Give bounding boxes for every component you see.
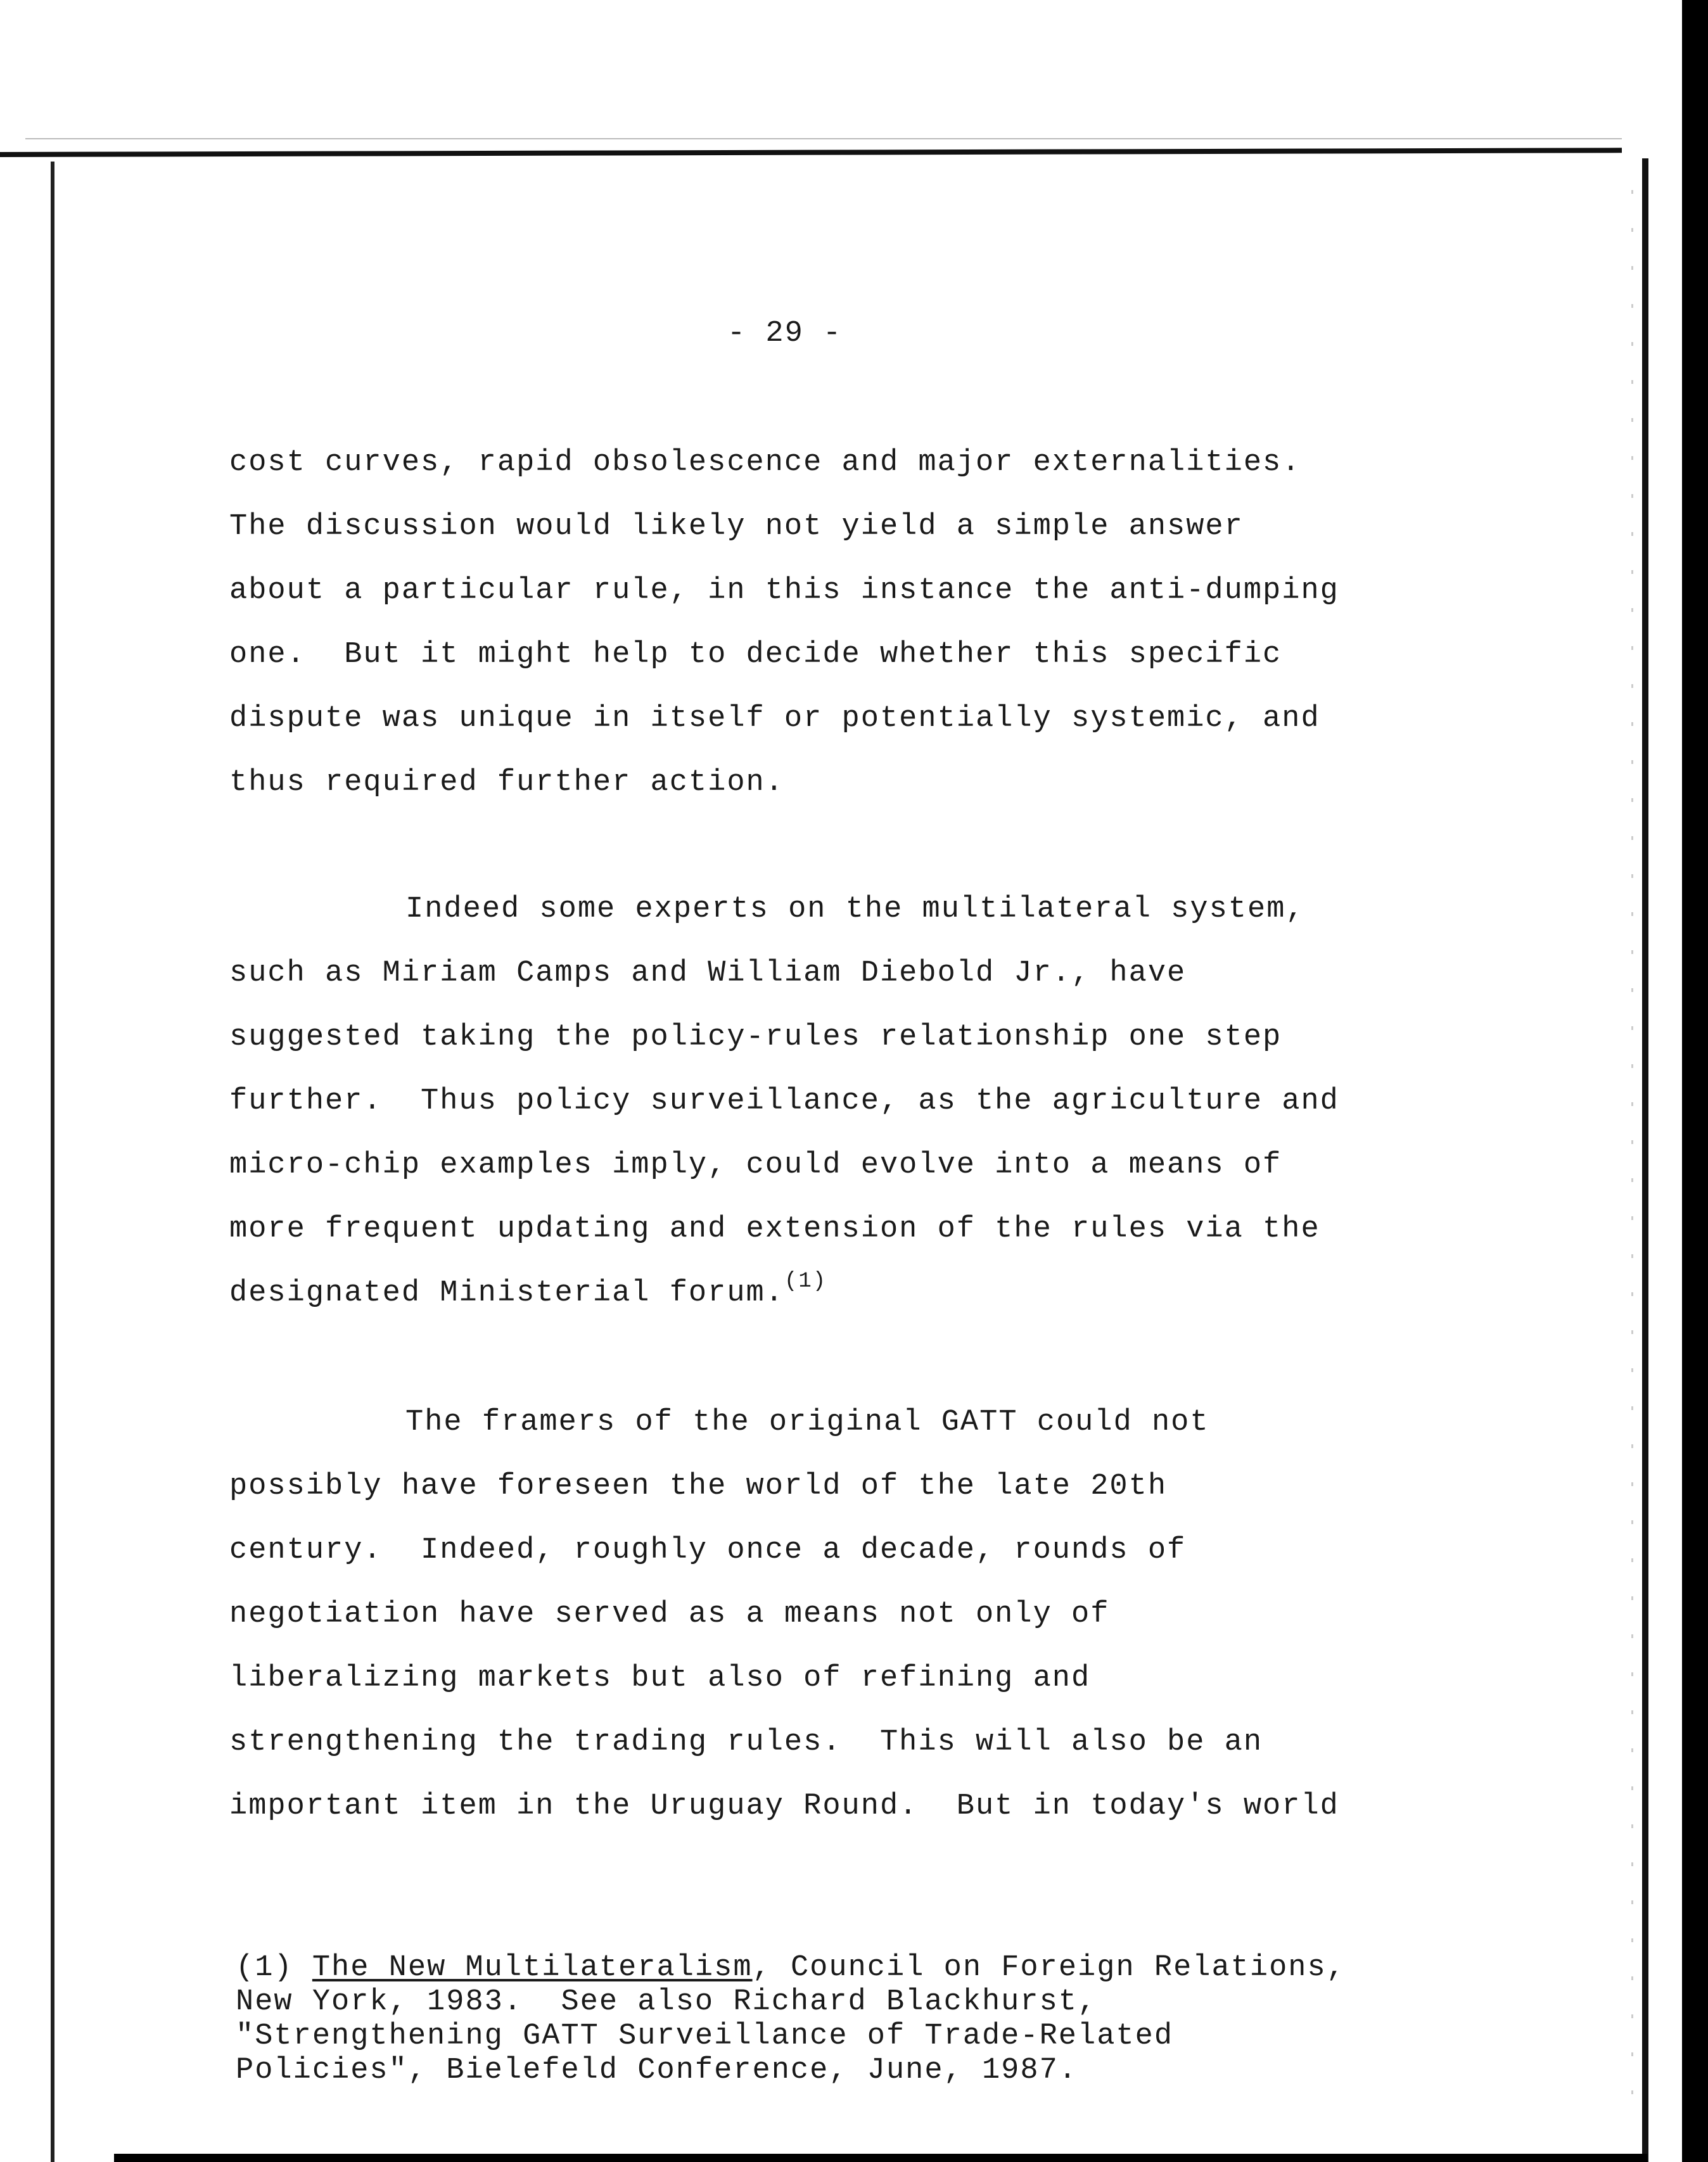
footnote-marker: (1) [236, 1951, 293, 1985]
text-line: liberalizing markets but also of refining and [229, 1662, 1091, 1695]
text-line: one. But it might help to decide whether this specific [229, 638, 1282, 671]
footnote-line [236, 1951, 1346, 1985]
text-line: more frequent updating and extension of the rules via the [229, 1212, 1320, 1246]
page-number: - 29 - [727, 317, 843, 350]
scan-noise [1631, 190, 1633, 2122]
text-line: The framers of the original GATT could not [405, 1406, 1209, 1439]
page-border-right [1642, 158, 1648, 2162]
paragraph-3 [229, 1390, 1339, 1838]
page-border-top [0, 148, 1622, 157]
footnote-line: Policies", Bielefeld Conference, June, 1987. [236, 2054, 1078, 2087]
footnote-cited-title: The New Multilateralism [312, 1951, 753, 1985]
footnote-line: "Strengthening GATT Surveillance of Trade-Related [236, 2019, 1174, 2053]
text-line: micro-chip examples imply, could evolve into a means of [229, 1148, 1282, 1182]
text-line: strengthening the trading rules. This will also be an [229, 1726, 1263, 1759]
text-line: further. Thus policy surveillance, as the agriculture and [229, 1084, 1339, 1118]
text-line: The discussion would likely not yield a simple answer [229, 510, 1244, 544]
text-line: negotiation have served as a means not only of [229, 1598, 1110, 1631]
footnote [236, 1951, 1346, 2088]
text-line-with-footnote [229, 1261, 1339, 1325]
text-line: thus required further action. [229, 766, 784, 799]
scan-edge-line [25, 138, 1622, 139]
text-line: such as Miriam Camps and William Diebold Jr., have [229, 957, 1187, 990]
text-line: about a particular rule, in this instance the anti-dumping [229, 574, 1339, 607]
footnote-reference[interactable]: (1) [784, 1269, 827, 1294]
page-border-left [51, 162, 54, 2162]
text-line: dispute was unique in itself or potentially systemic, and [229, 702, 1320, 735]
text-line: important item in the Uruguay Round. But in today's world [229, 1790, 1339, 1823]
text-line: suggested taking the policy-rules relationship one step [229, 1021, 1282, 1054]
paragraph-1 [229, 431, 1339, 815]
footnote-text: , Council on Foreign Relations, [752, 1951, 1346, 1985]
text-line: century. Indeed, roughly once a decade, rounds of [229, 1534, 1187, 1567]
paragraph-2 [229, 877, 1339, 1325]
text-line: possibly have foreseen the world of the late 20th [229, 1470, 1168, 1503]
footnote-line: New York, 1983. See also Richard Blackhurst, [236, 1985, 1097, 2019]
text-line: cost curves, rapid obsolescence and major externalities. [229, 446, 1301, 480]
text-line: Indeed some experts on the multilateral system, [405, 893, 1305, 926]
scan-dark-margin [1682, 0, 1708, 2162]
page-border-bottom [114, 2154, 1647, 2162]
text-line: designated Ministerial forum. [229, 1276, 784, 1310]
